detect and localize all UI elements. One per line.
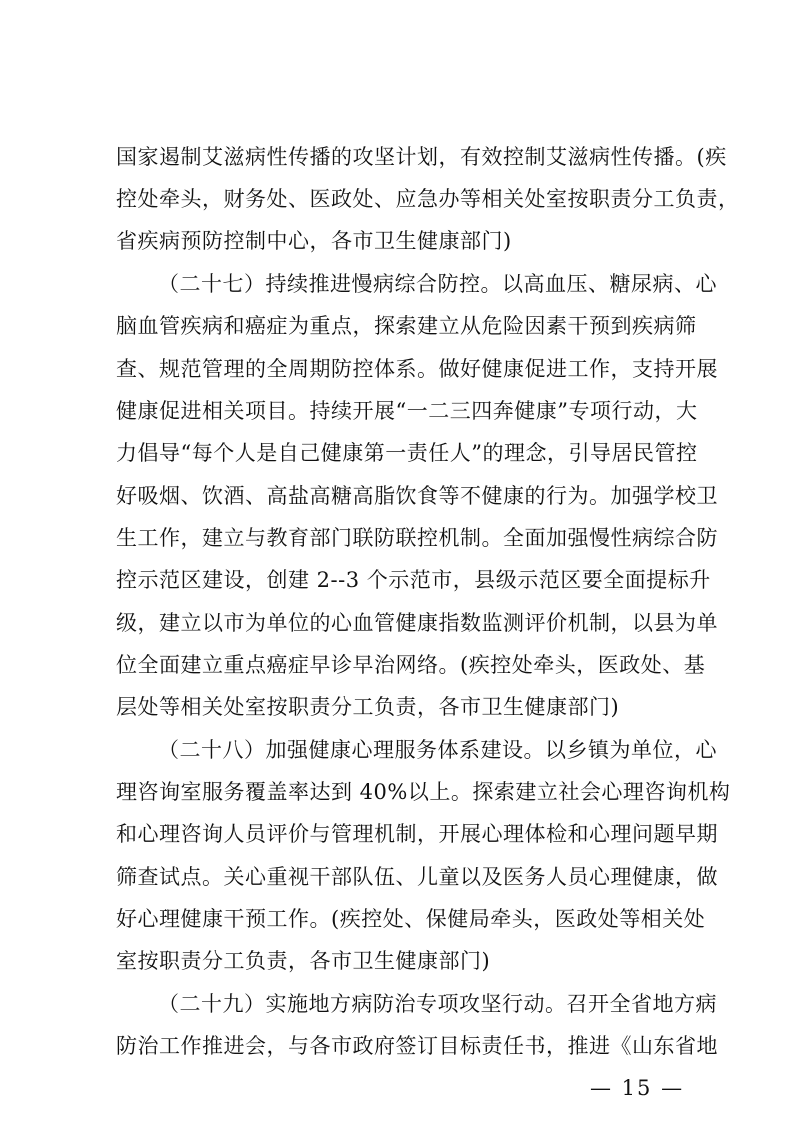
text-line: 级，建立以市为单位的心血管健康指数监测评价机制，以县为单 <box>116 611 718 635</box>
text-line: 室按职责分工负责，各市卫生健康部门) <box>116 949 491 973</box>
text-line: 生工作，建立与教育部门联防联控机制。全面加强慢性病综合防 <box>116 526 718 550</box>
text-line: 控示范区建设，创建 2--3 个示范市，县级示范区要全面提标升 <box>116 568 711 592</box>
page-number: — 15 — <box>590 1076 685 1100</box>
text-line: 好心理健康干预工作。(疾控处、保健局牵头，医政处等相关处 <box>116 907 706 931</box>
text-line: 国家遏制艾滋病性传播的攻坚计划，有效控制艾滋病性传播。(疾 <box>116 145 727 169</box>
text-line: 防治工作推进会，与各市政府签订目标责任书，推进《山东省地 <box>116 1034 718 1058</box>
paragraph-28-start: （二十八）加强健康心理服务体系建设。以乡镇为单位，心 <box>158 738 717 762</box>
text-line: 好吸烟、饮酒、高盐高糖高脂饮食等不健康的行为。加强学校卫 <box>116 484 718 508</box>
text-line: 筛查试点。关心重视干部队伍、儿童以及医务人员心理健康，做 <box>116 865 718 889</box>
text-line: 和心理咨询人员评价与管理机制，开展心理体检和心理问题早期 <box>116 822 718 846</box>
text-line: 省疾病预防控制中心，各市卫生健康部门) <box>116 229 512 253</box>
text-line: 力倡导“每个人是自己健康第一责任人”的理念，引导居民管控 <box>116 441 698 465</box>
paragraph-29-start: （二十九）实施地方病防治专项攻坚行动。召开全省地方病 <box>158 992 717 1016</box>
text-line: 健康促进相关项目。持续开展“一二三四奔健康”专项行动，大 <box>116 399 698 423</box>
text-line: 控处牵头，财务处、医政处、应急办等相关处室按职责分工负责， <box>116 187 740 211</box>
paragraph-27-start: （二十七）持续推进慢病综合防控。以高血压、糖尿病、心 <box>158 272 717 296</box>
text-line: 查、规范管理的全周期防控体系。做好健康促进工作，支持开展 <box>116 357 718 381</box>
text-line: 层处等相关处室按职责分工负责，各市卫生健康部门) <box>116 695 620 719</box>
text-line: 位全面建立重点癌症早诊早治网络。(疾控处牵头，医政处、基 <box>116 653 706 677</box>
text-line: 理咨询室服务覆盖率达到 40%以上。探索建立社会心理咨询机构 <box>116 780 731 804</box>
text-line: 脑血管疾病和癌症为重点，探索建立从危险因素干预到疾病筛 <box>116 314 697 338</box>
